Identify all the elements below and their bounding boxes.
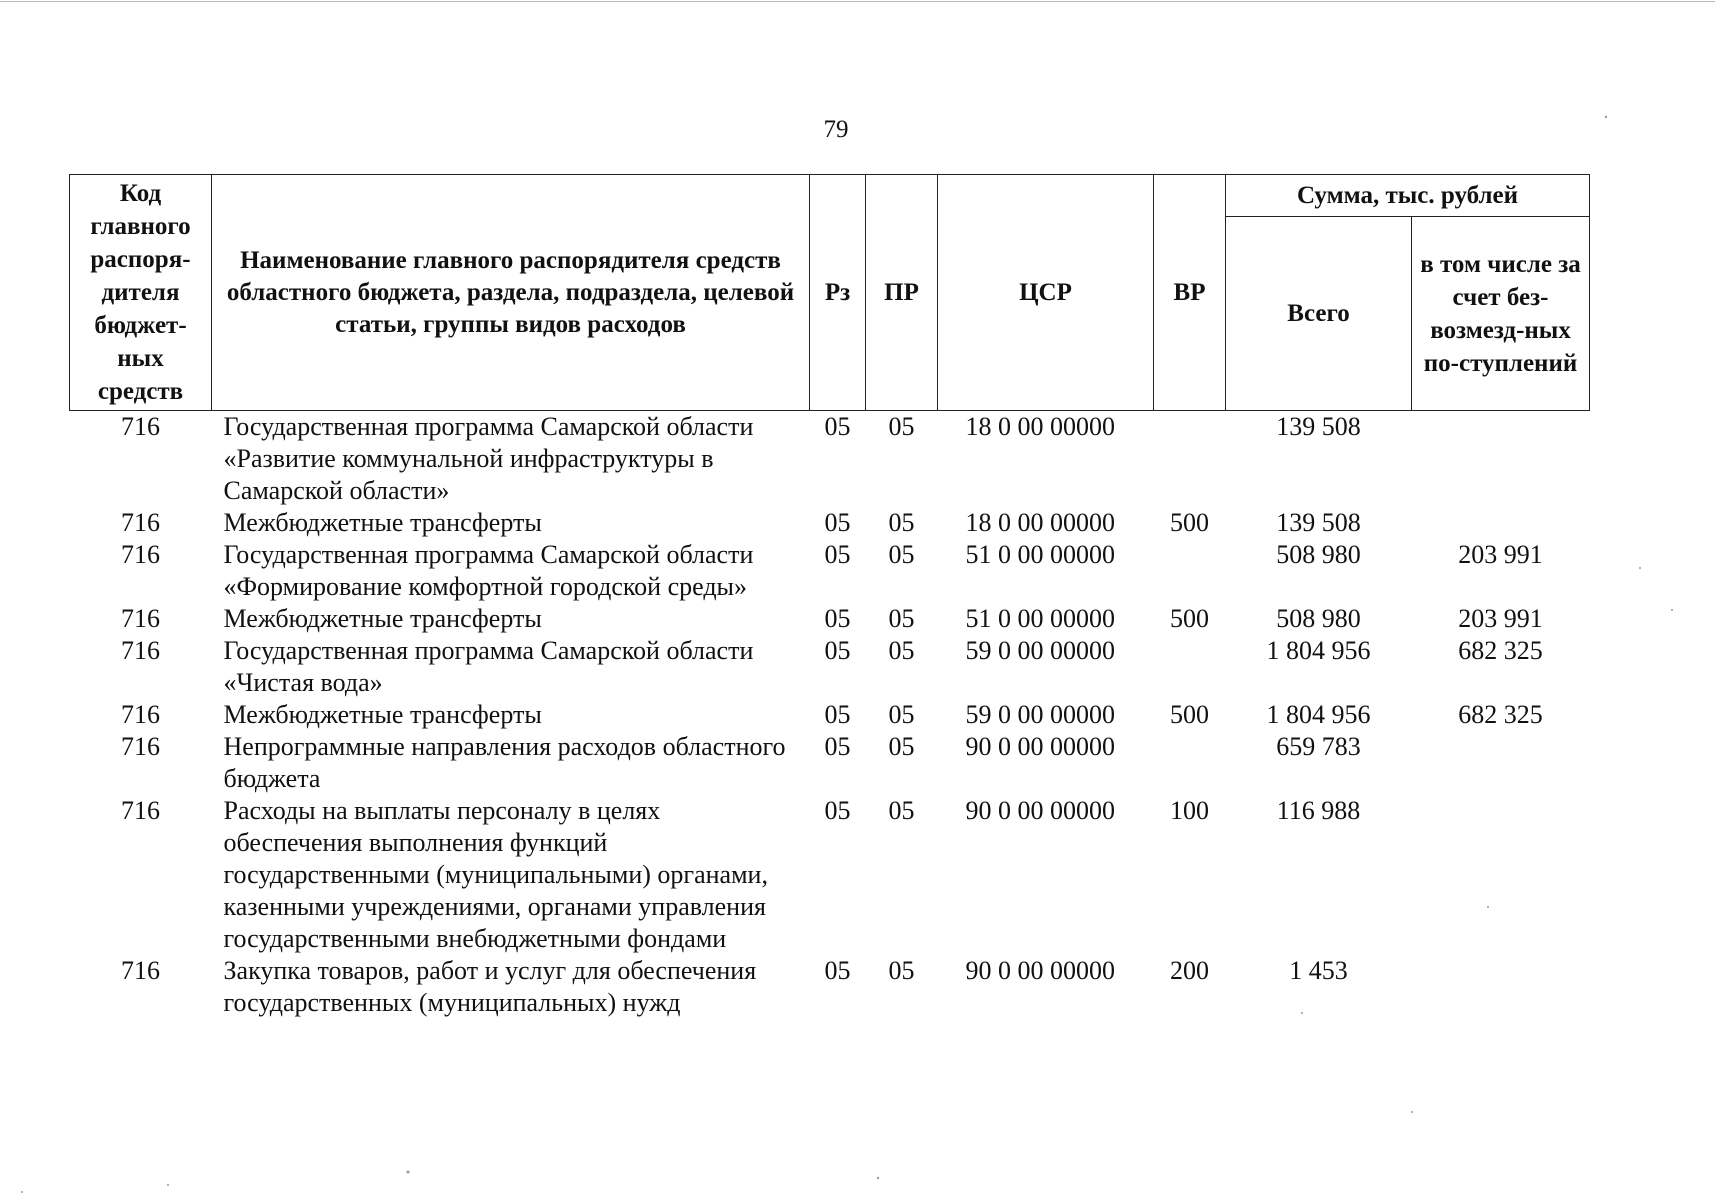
header-vr: ВР xyxy=(1154,175,1226,411)
row-grant xyxy=(1412,411,1590,508)
header-csr: ЦСР xyxy=(938,175,1154,411)
row-vr xyxy=(1154,411,1226,508)
row-grant xyxy=(1412,955,1590,1019)
row-name: Межбюджетные трансферты xyxy=(223,700,542,729)
row-name: Государственная программа Самарской области «Развитие коммунальной инфраструктуры в Самарской области» xyxy=(212,411,810,508)
header-grant: в том числе за счет без-возмезд-ных по-ступлений xyxy=(1412,217,1590,411)
budget-table xyxy=(69,174,1590,1019)
header-rz: Рз xyxy=(810,175,866,411)
row-csr: 90 0 00 00000 xyxy=(965,796,1115,825)
scan-speck xyxy=(407,1171,410,1174)
row-code: 716 xyxy=(121,796,160,825)
scan-speck xyxy=(167,1184,169,1186)
header-sum-group: Сумма, тыс. рублей xyxy=(1226,175,1590,217)
row-code: 716 xyxy=(70,411,212,508)
row-name: Непрограммные направления расходов областного бюджета xyxy=(223,732,786,793)
row-total: 116 988 xyxy=(1276,796,1361,825)
row-grant xyxy=(1412,795,1590,955)
table-row xyxy=(70,635,1590,699)
row-code: 716 xyxy=(121,700,160,729)
row-pr: 05 xyxy=(888,956,915,985)
row-total: 508 980 xyxy=(1276,604,1361,633)
row-csr: 90 0 00 00000 xyxy=(965,732,1115,761)
row-code: 716 xyxy=(121,604,160,633)
table-row xyxy=(70,411,1590,508)
row-vr: 200 xyxy=(1170,956,1209,985)
row-rz: 05 xyxy=(824,796,851,825)
row-vr xyxy=(1154,731,1226,795)
row-name: Межбюджетные трансферты xyxy=(223,508,542,537)
table-row xyxy=(70,795,1590,955)
scan-top-edge xyxy=(0,1,1715,2)
header-pr: ПР xyxy=(866,175,938,411)
row-grant: 682 325 xyxy=(1458,700,1543,729)
row-vr: 500 xyxy=(1170,700,1209,729)
row-name: Расходы на выплаты персоналу в целях обеспечения выполнения функций государственными (муниципальными) органами, казенными учреждениями, органами управления государственными внебюджетными фондами xyxy=(223,796,768,953)
table-header xyxy=(70,175,1590,411)
row-code: 716 xyxy=(121,636,160,665)
row-total: 139 508 xyxy=(1226,411,1412,508)
row-rz: 05 xyxy=(824,540,851,569)
row-rz: 05 xyxy=(810,411,866,508)
header-code: Код главного распоря-дителя бюджет-ных средств xyxy=(70,175,212,411)
row-name: Закупка товаров, работ и услуг для обеспечения государственных (муниципальных) нужд xyxy=(223,956,757,1017)
table-row xyxy=(70,731,1590,795)
row-rz: 05 xyxy=(824,636,851,665)
row-pr: 05 xyxy=(888,604,915,633)
row-rz: 05 xyxy=(824,700,851,729)
row-csr: 18 0 00 00000 xyxy=(938,411,1154,508)
row-pr: 05 xyxy=(888,796,915,825)
row-grant: 203 991 xyxy=(1458,540,1543,569)
row-name: Государственная программа Самарской области «Чистая вода» xyxy=(223,636,754,697)
scan-speck xyxy=(1671,609,1673,611)
row-total: 1 453 xyxy=(1289,956,1348,985)
table-row xyxy=(70,603,1590,635)
row-name: Государственная программа Самарской области «Формирование комфортной городской среды» xyxy=(223,540,754,601)
table-row xyxy=(70,507,1590,539)
row-code: 716 xyxy=(121,508,160,537)
row-rz: 05 xyxy=(824,732,851,761)
row-total: 508 980 xyxy=(1276,540,1361,569)
row-total: 1 804 956 xyxy=(1266,636,1371,665)
table-body xyxy=(70,411,1590,1020)
scan-speck xyxy=(877,1177,879,1179)
table-row xyxy=(70,955,1590,1019)
row-name: Межбюджетные трансферты xyxy=(223,604,542,633)
row-grant: 682 325 xyxy=(1458,636,1543,665)
row-code: 716 xyxy=(121,540,160,569)
row-grant xyxy=(1412,731,1590,795)
row-csr: 90 0 00 00000 xyxy=(965,956,1115,985)
table-row xyxy=(70,699,1590,731)
row-csr: 59 0 00 00000 xyxy=(965,636,1115,665)
row-pr: 05 xyxy=(888,540,915,569)
row-vr: 500 xyxy=(1170,508,1209,537)
row-grant: 203 991 xyxy=(1458,604,1543,633)
row-rz: 05 xyxy=(824,956,851,985)
header-name: Наименование главного распорядителя средств областного бюджета, раздела, подраздела, целевой статьи, группы видов расходов xyxy=(212,175,810,411)
scan-speck xyxy=(21,1191,23,1193)
row-pr: 05 xyxy=(888,700,915,729)
row-pr: 05 xyxy=(866,411,938,508)
scan-speck xyxy=(1411,1111,1413,1113)
page-number: 79 xyxy=(823,116,849,143)
row-pr: 05 xyxy=(888,636,915,665)
row-vr: 100 xyxy=(1170,796,1209,825)
row-total: 139 508 xyxy=(1276,508,1361,537)
row-total: 1 804 956 xyxy=(1266,700,1371,729)
row-pr: 05 xyxy=(888,732,915,761)
header-total: Всего xyxy=(1226,217,1412,411)
row-pr: 05 xyxy=(888,508,915,537)
row-code: 716 xyxy=(121,732,160,761)
row-rz: 05 xyxy=(824,604,851,633)
row-csr: 59 0 00 00000 xyxy=(965,700,1115,729)
row-rz: 05 xyxy=(824,508,851,537)
row-csr: 51 0 00 00000 xyxy=(965,604,1115,633)
row-vr xyxy=(1154,635,1226,699)
row-total: 659 783 xyxy=(1276,732,1361,761)
row-vr: 500 xyxy=(1170,604,1209,633)
row-grant xyxy=(1412,507,1590,539)
scan-speck xyxy=(1639,567,1641,569)
row-csr: 18 0 00 00000 xyxy=(965,508,1115,537)
row-vr xyxy=(1154,539,1226,603)
row-csr: 51 0 00 00000 xyxy=(965,540,1115,569)
row-code: 716 xyxy=(121,956,160,985)
table-row xyxy=(70,539,1590,603)
